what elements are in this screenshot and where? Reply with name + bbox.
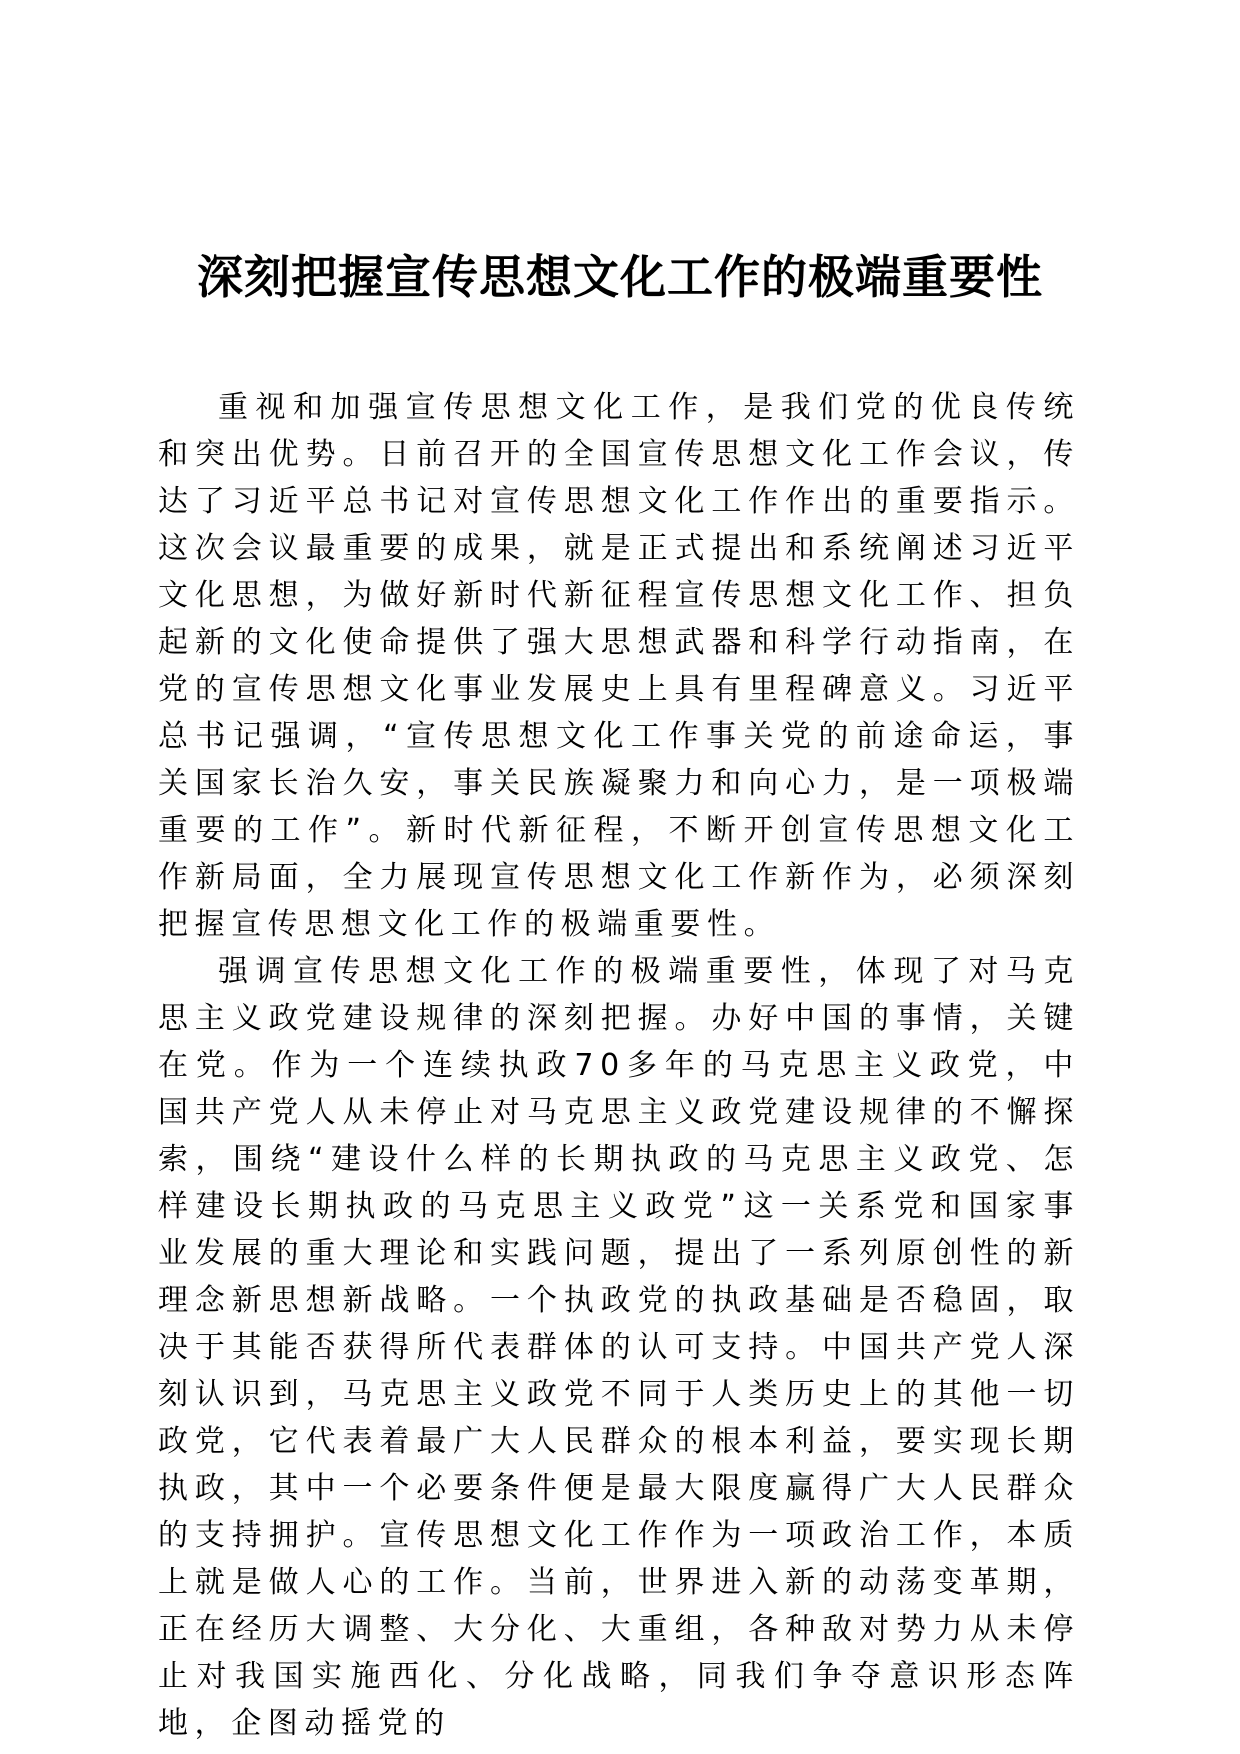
document-body [158,384,1080,1747]
document-title: 深刻把握宣传思想文化工作的极端重要性 [197,250,1043,304]
paragraph-1: 重视和加强宣传思想文化工作，是我们党的优良传统和突出优势。日前召开的全国宣传思想文化工作会议，传达了习近平总书记对宣传思想文化工作作出的重要指示。这次会议最重要的成果，就是正式提出和系统阐述习近平文化思想，为做好新时代新征程宣传思想文化工作、担负起新的文化使命提供了强大思想武器和科学行动指南，在党的宣传思想文化事业发展史上具有里程碑意义。习近平总书记强调，“宣传思想文化工作事关党的前途命运，事关国家长治久安，事关民族凝聚力和向心力，是一项极端重要的工作”。新时代新征程，不断开创宣传思想文化工作新局面，全力展现宣传思想文化工作新作为，必须深刻把握宣传思想文化工作的极端重要性。 [158,390,1080,942]
paragraph-2: 强调宣传思想文化工作的极端重要性，体现了对马克思主义政党建设规律的深刻把握。办好中国的事情，关键在党。作为一个连续执政70多年的马克思主义政党，中国共产党人从未停止对马克思主义政党建设规律的不懈探索，围绕“建设什么样的长期执政的马克思主义政党、怎样建设长期执政的马克思主义政党”这一关系党和国家事业发展的重大理论和实践问题，提出了一系列原创性的新理念新思想新战略。一个执政党的执政基础是否稳固，取决于其能否获得所代表群体的认可支持。中国共产党人深刻认识到，马克思主义政党不同于人类历史上的其他一切政党，它代表着最广大人民群众的根本利益，要实现长期执政，其中一个必要条件便是最大限度赢得广大人民群众的支持拥护。宣传思想文化工作作为一项政治工作，本质上就是做人心的工作。当前，世界进入新的动荡变革期，正在经历大调整、大分化、大重组，各种敌对势力从未停止对我国实施西化、分化战略，同我们争夺意识形态阵地，企图动摇党的 [158,954,1080,1741]
